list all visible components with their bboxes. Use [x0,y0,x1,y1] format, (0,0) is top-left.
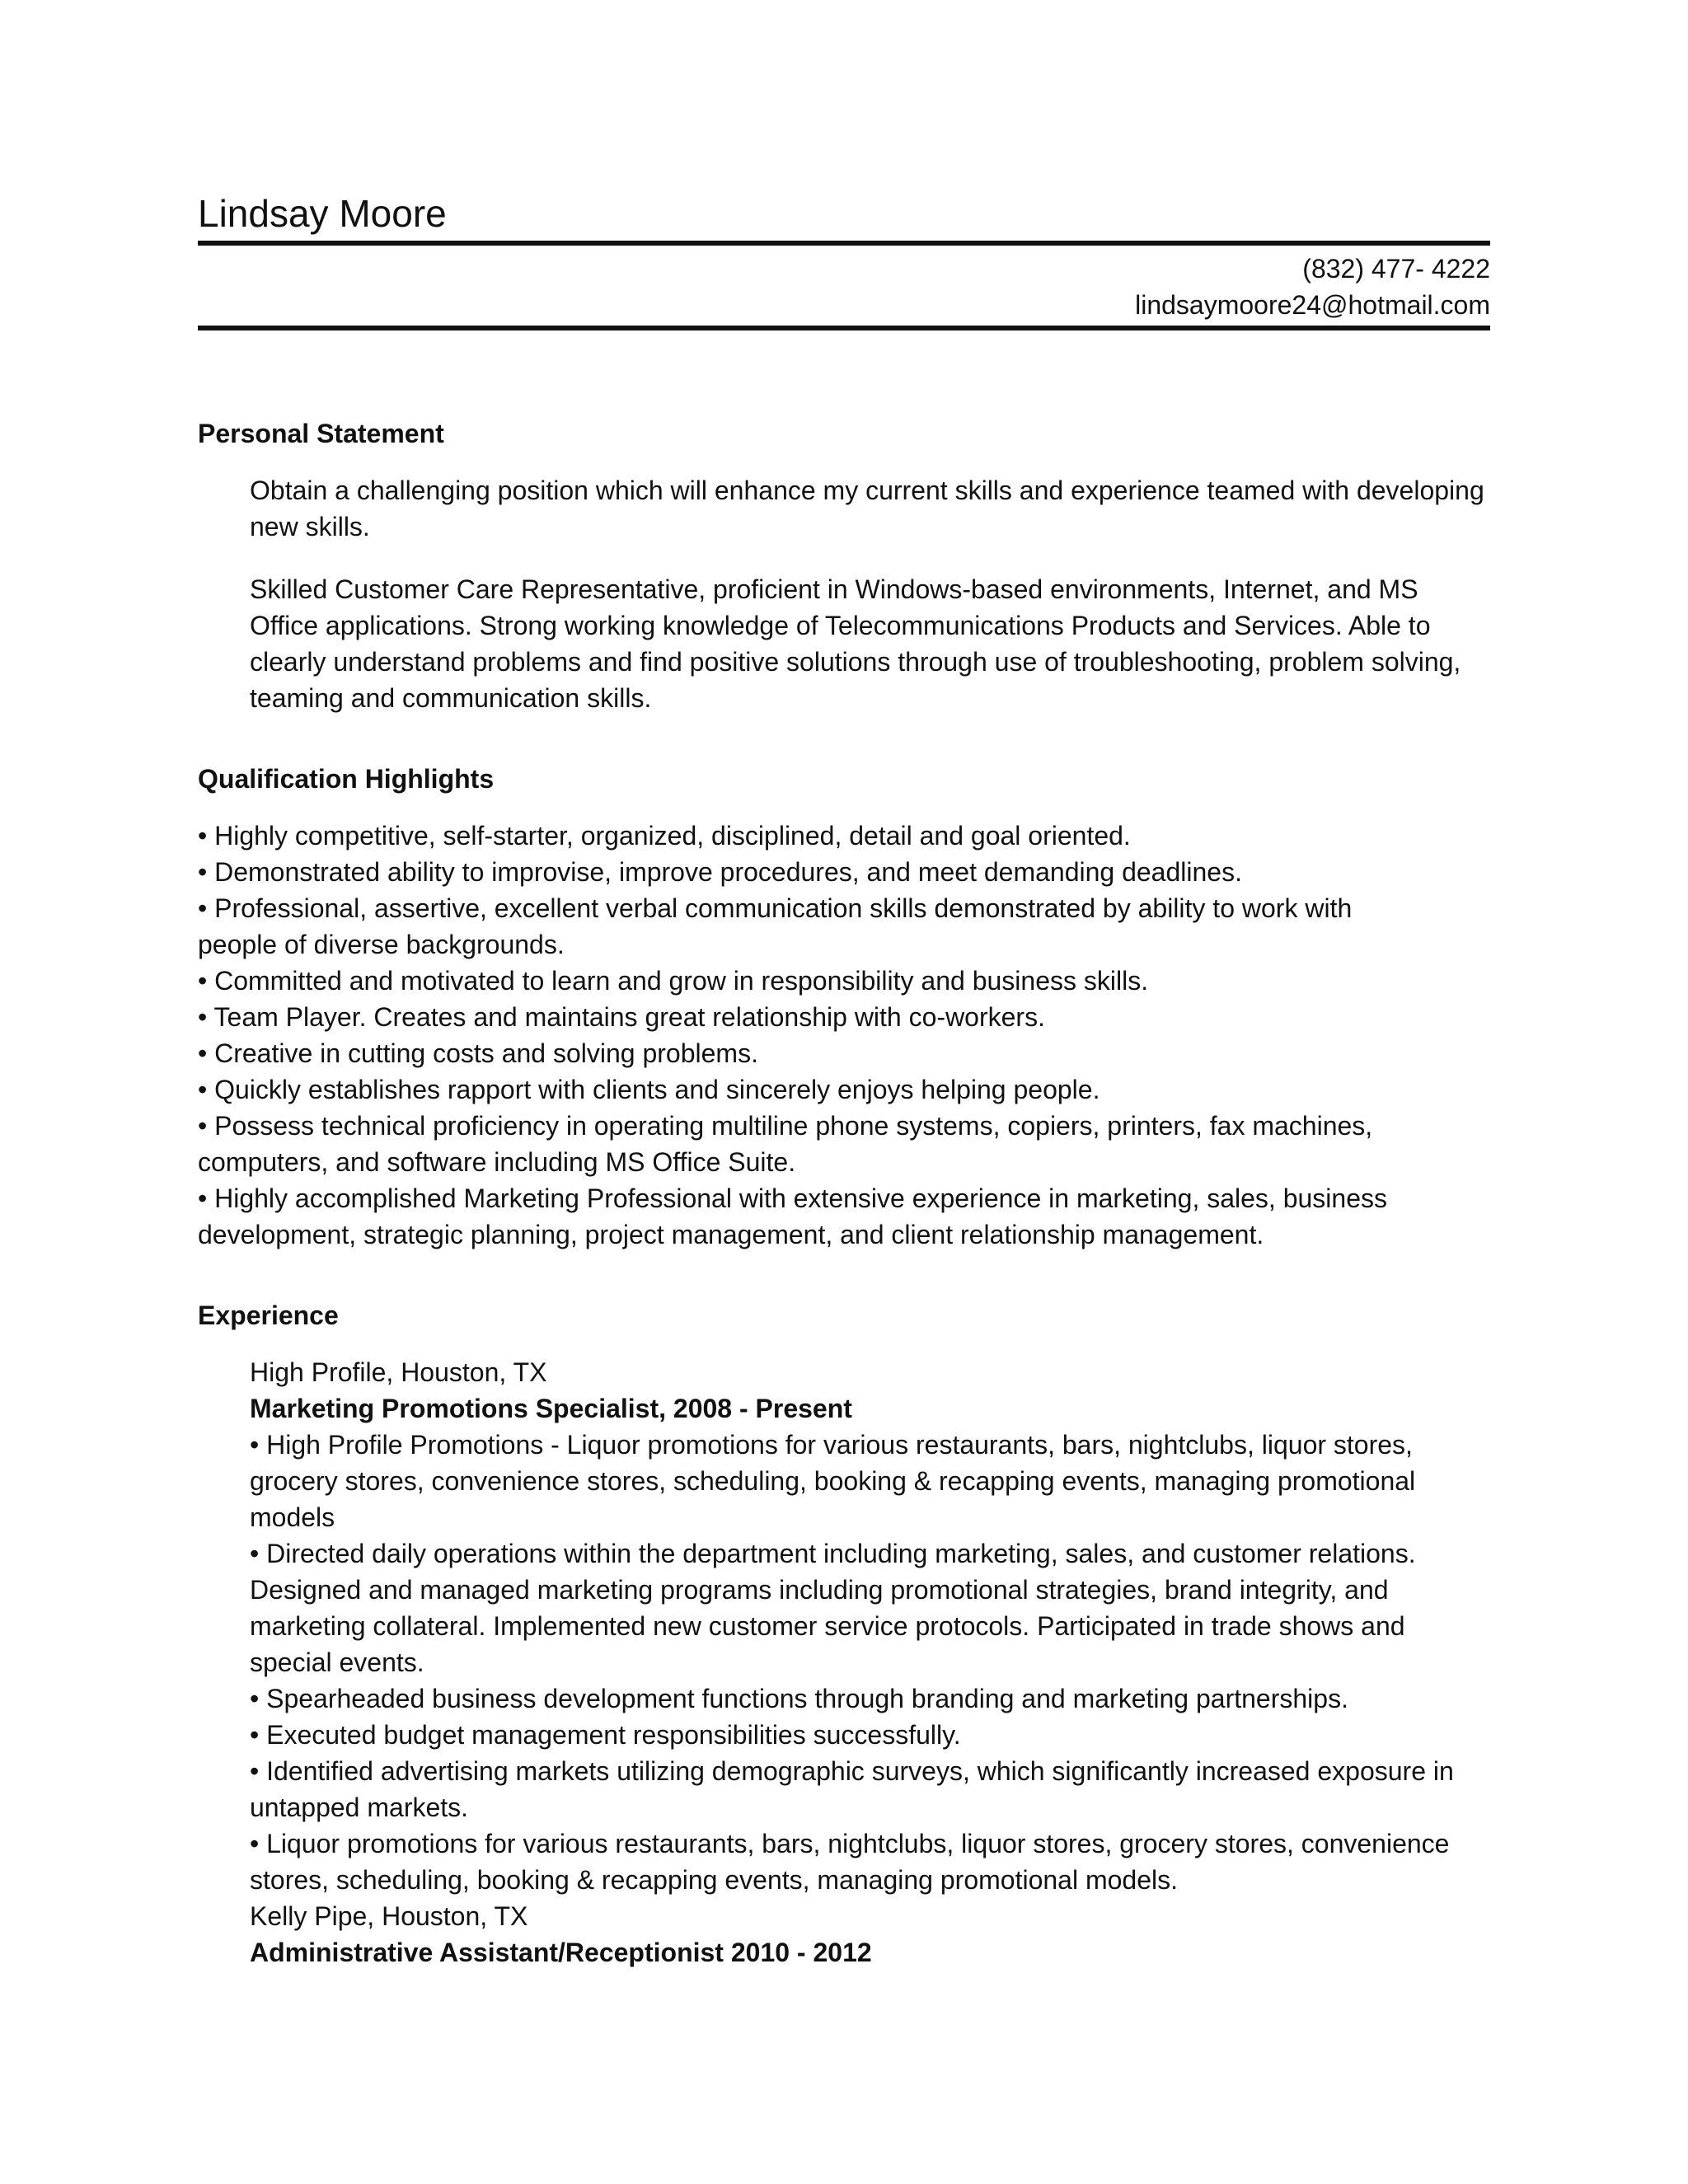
job-entry [250,1354,1490,1898]
job-position: Marketing Promotions Specialist, 2008 - Present [250,1394,852,1423]
job-bullet: • High Profile Promotions - Liquor promotions for various restaurants, bars, nightclubs, liquor stores, grocery stores, convenience stores, scheduling, booking & recapping events, managing promotional models [250,1430,1416,1532]
personal-statement-paragraph: Skilled Customer Care Representative, proficient in Windows-based environments, Internet, and MS Office applications. Strong working knowledge of Telecommunications Products and Services. Able to clearly understand problems and find positive solutions through use of troubleshooting, problem solving, teaming and communication skills. [250,574,1461,713]
job-entry [250,1898,1490,1971]
job-bullet: • Executed budget management responsibilities successfully. [250,1720,961,1750]
qualification-item: • Professional, assertive, excellent verbal communication skills demonstrated by ability to work with people of diverse backgrounds. [198,893,1353,959]
job-bullet-list [250,1427,1490,1898]
section-title-personal-statement: Personal Statement [198,419,444,448]
section-title-qualification-highlights: Qualification Highlights [198,764,495,794]
experience-body [250,1354,1490,1971]
experience-section [198,1297,1490,1971]
job-position: Administrative Assistant/Receptionist 2010 - 2012 [250,1938,872,1967]
qualification-item: • Demonstrated ability to improvise, improve procedures, and meet demanding deadlines. [198,857,1242,887]
qualification-item: • Committed and motivated to learn and grow in responsibility and business skills. [198,966,1149,996]
personal-statement-body [250,472,1490,716]
header-bottom-rule [198,326,1490,330]
section-title-experience: Experience [198,1301,339,1330]
qualification-item: • Highly accomplished Marketing Professional with extensive experience in marketing, sales, business development, strategic planning, project management, and client relationship management. [198,1183,1387,1249]
resume-name: Lindsay Moore [198,192,447,235]
qualification-list [198,818,1438,1253]
personal-statement-paragraph: Obtain a challenging position which will enhance my current skills and experience teamed with developing new skills. [250,476,1484,541]
qualification-item: • Possess technical proficiency in operating multiline phone systems, copiers, printers, fax machines, computers, and software including MS Office Suite. [198,1111,1373,1177]
email-address: lindsaymoore24@hotmail.com [1135,290,1490,320]
job-bullet: • Spearheaded business development functions through branding and marketing partnerships. [250,1684,1348,1713]
qualification-item: • Quickly establishes rapport with clients and sincerely enjoys helping people. [198,1075,1100,1104]
qualification-item: • Creative in cutting costs and solving problems. [198,1038,758,1068]
job-bullet: • Identified advertising markets utilizing demographic surveys, which significantly increased exposure in untapped markets. [250,1756,1454,1822]
phone-number: (832) 477- 4222 [1302,254,1490,284]
job-bullet: • Liquor promotions for various restaurants, bars, nightclubs, liquor stores, grocery stores, convenience stores, scheduling, booking & recapping events, managing promotional models. [250,1829,1450,1895]
header-top-rule [198,241,1490,246]
qualification-item: • Highly competitive, self-starter, organized, disciplined, detail and goal oriented. [198,821,1131,851]
personal-statement-section [198,415,1490,716]
job-company: Kelly Pipe, Houston, TX [250,1901,528,1931]
job-company: High Profile, Houston, TX [250,1357,547,1387]
qualification-item: • Team Player. Creates and maintains great relationship with co-workers. [198,1002,1045,1032]
job-bullet: • Directed daily operations within the department including marketing, sales, and customer relations. Designed and managed marketing programs including promotional strategies, brand integrity, and marketing collateral. Implemented new customer service protocols. Participated in trade shows and special events. [250,1539,1416,1677]
contact-info [1135,251,1490,323]
qualification-highlights-section [198,761,1490,1253]
